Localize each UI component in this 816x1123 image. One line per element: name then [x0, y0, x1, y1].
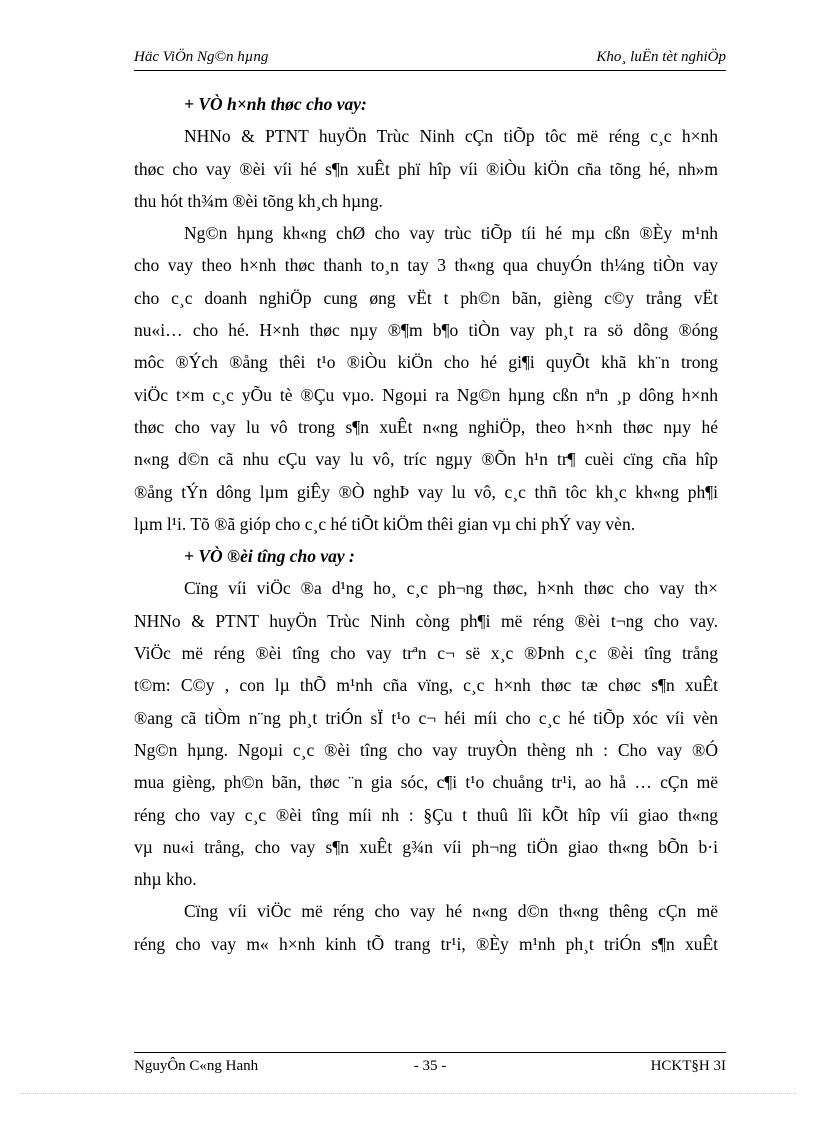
footer-author: NguyÔn C«ng Hanh [134, 1058, 259, 1074]
page-header [134, 49, 726, 69]
page-number: - 35 - [413, 1058, 447, 1074]
paragraph-line: vµ nu«i trång, cho vay s¶n xuÊt g¾n víi ph¬ng tiÖn giao th«ng bÕn b·i [134, 836, 718, 857]
page-footer [134, 1058, 726, 1078]
paragraph-line: ViÖc më réng ®èi tîng cho vay trªn c¬ së x¸c ®Þnh c¸c ®èi tîng trång [134, 643, 718, 664]
paragraph-line: NHNo & PTNT huyÖn Trùc Ninh cÇn tiÕp tôc më réng c¸c h×nh [184, 126, 718, 147]
page-body [134, 88, 718, 960]
paragraph-line: ®ång tÝn dông lµm giÊy ®Ò nghÞ vay lu vô, c¸c thñ tôc kh¸c kh«ng ph¶i [134, 481, 718, 502]
paragraph-line: n«ng d©n cã nhu cÇu vay lu vô, tríc ngµy ®Õn h¹n tr¶ cuèi cïng cña hîp [134, 449, 718, 470]
footer-class-code: HCKT§H 3I [650, 1058, 726, 1074]
paragraph-line: Cïng víi viÖc ®a d¹ng ho¸ c¸c ph¬ng thøc, h×nh thøc cho vay th× [184, 578, 718, 599]
header-rule [134, 70, 726, 71]
section-heading-loan-form: + VÒ h×nh thøc cho vay: [184, 94, 367, 114]
paragraph-line: thu hót th¾m ®èi tõng kh¸ch hµng. [134, 190, 383, 211]
paragraph-line: réng cho vay m« h×nh kinh tÕ trang tr¹i, ®Èy m¹nh ph¸t triÓn s¶n xuÊt [134, 933, 718, 954]
paragraph-line: réng cho vay c¸c ®èi tîng míi nh : §Çu t thuû lîi kÕt hîp víi giao th«ng [134, 804, 718, 825]
paragraph-line: t©m: C©y , con lµ thÕ m¹nh cña vïng, c¸c h×nh thøc tæ chøc s¶n xuÊt [134, 675, 718, 696]
paragraph-line: viÖc t×m c¸c yÕu tè ®Çu vµo. Ngoµi ra Ng©n hµng cßn nªn ¸p dông h×nh [134, 384, 718, 405]
paragraph-line: thøc cho vay lu vô trong s¶n xuÊt n«ng nghiÖp, theo h×nh thøc nµy hé [134, 416, 718, 437]
paragraph-line: Ng©n hµng. Ngoµi c¸c ®èi tîng cho vay truyÒn thèng nh : Cho vay ®Ó [134, 739, 718, 760]
paragraph-line: NHNo & PTNT huyÖn Trùc Ninh còng ph¶i më réng ®èi t¬ng cho vay. [134, 610, 718, 631]
paragraph-line: nhµ kho. [134, 869, 197, 890]
paragraph-line: nu«i… cho hé. H×nh thøc nµy ®¶m b¶o tiÒn vay ph¸t ra sö dông ®óng [134, 320, 718, 341]
section-heading-loan-subjects: + VÒ ®èi tîng cho vay : [184, 546, 355, 567]
header-document-type: Kho¸ luËn tèt nghiÖp [596, 49, 726, 65]
footer-rule [134, 1052, 726, 1053]
paragraph-line: cho c¸c doanh nghiÖp cung øng vËt t ph©n bãn, gièng c©y trång vËt [134, 287, 718, 308]
paragraph-line: Cïng víi viÖc më réng cho vay hé n«ng d©n th«ng thêng cÇn më [184, 901, 718, 922]
page-edge [20, 1093, 796, 1094]
paragraph-line: mua gièng, ph©n bãn, thøc ¨n gia sóc, c¶i t¹o chuång tr¹i, ao hå … cÇn më [134, 772, 718, 793]
paragraph-line: Ng©n hµng kh«ng chØ cho vay trùc tiÕp tíi hé mµ cßn ®Èy m¹nh [184, 223, 718, 244]
header-institution: Häc ViÖn Ng©n hµng [134, 49, 269, 65]
paragraph-line: lµm l¹i. Tõ ®ã gióp cho c¸c hé tiÕt kiÖm thêi gian vµ chi phÝ vay vèn. [134, 513, 636, 534]
paragraph-line: ®ang cã tiÒm n¨ng ph¸t triÓn sÏ t¹o c¬ héi míi cho c¸c hé tiÕp xóc víi vèn [134, 707, 718, 728]
paragraph-line: cho vay theo h×nh thøc thanh to¸n tay 3 th«ng qua chuyÓn th¼ng tiÒn vay [134, 255, 718, 276]
paragraph-line: thøc cho vay ®èi víi hé s¶n xuÊt phï hîp víi ®iÒu kiÖn cña tõng hé, nh»m [134, 158, 718, 179]
paragraph-line: môc ®Ých ®ång thêi t¹o ®iÒu kiÖn cho hé gi¶i quyÕt khã kh¨n trong [134, 352, 718, 373]
